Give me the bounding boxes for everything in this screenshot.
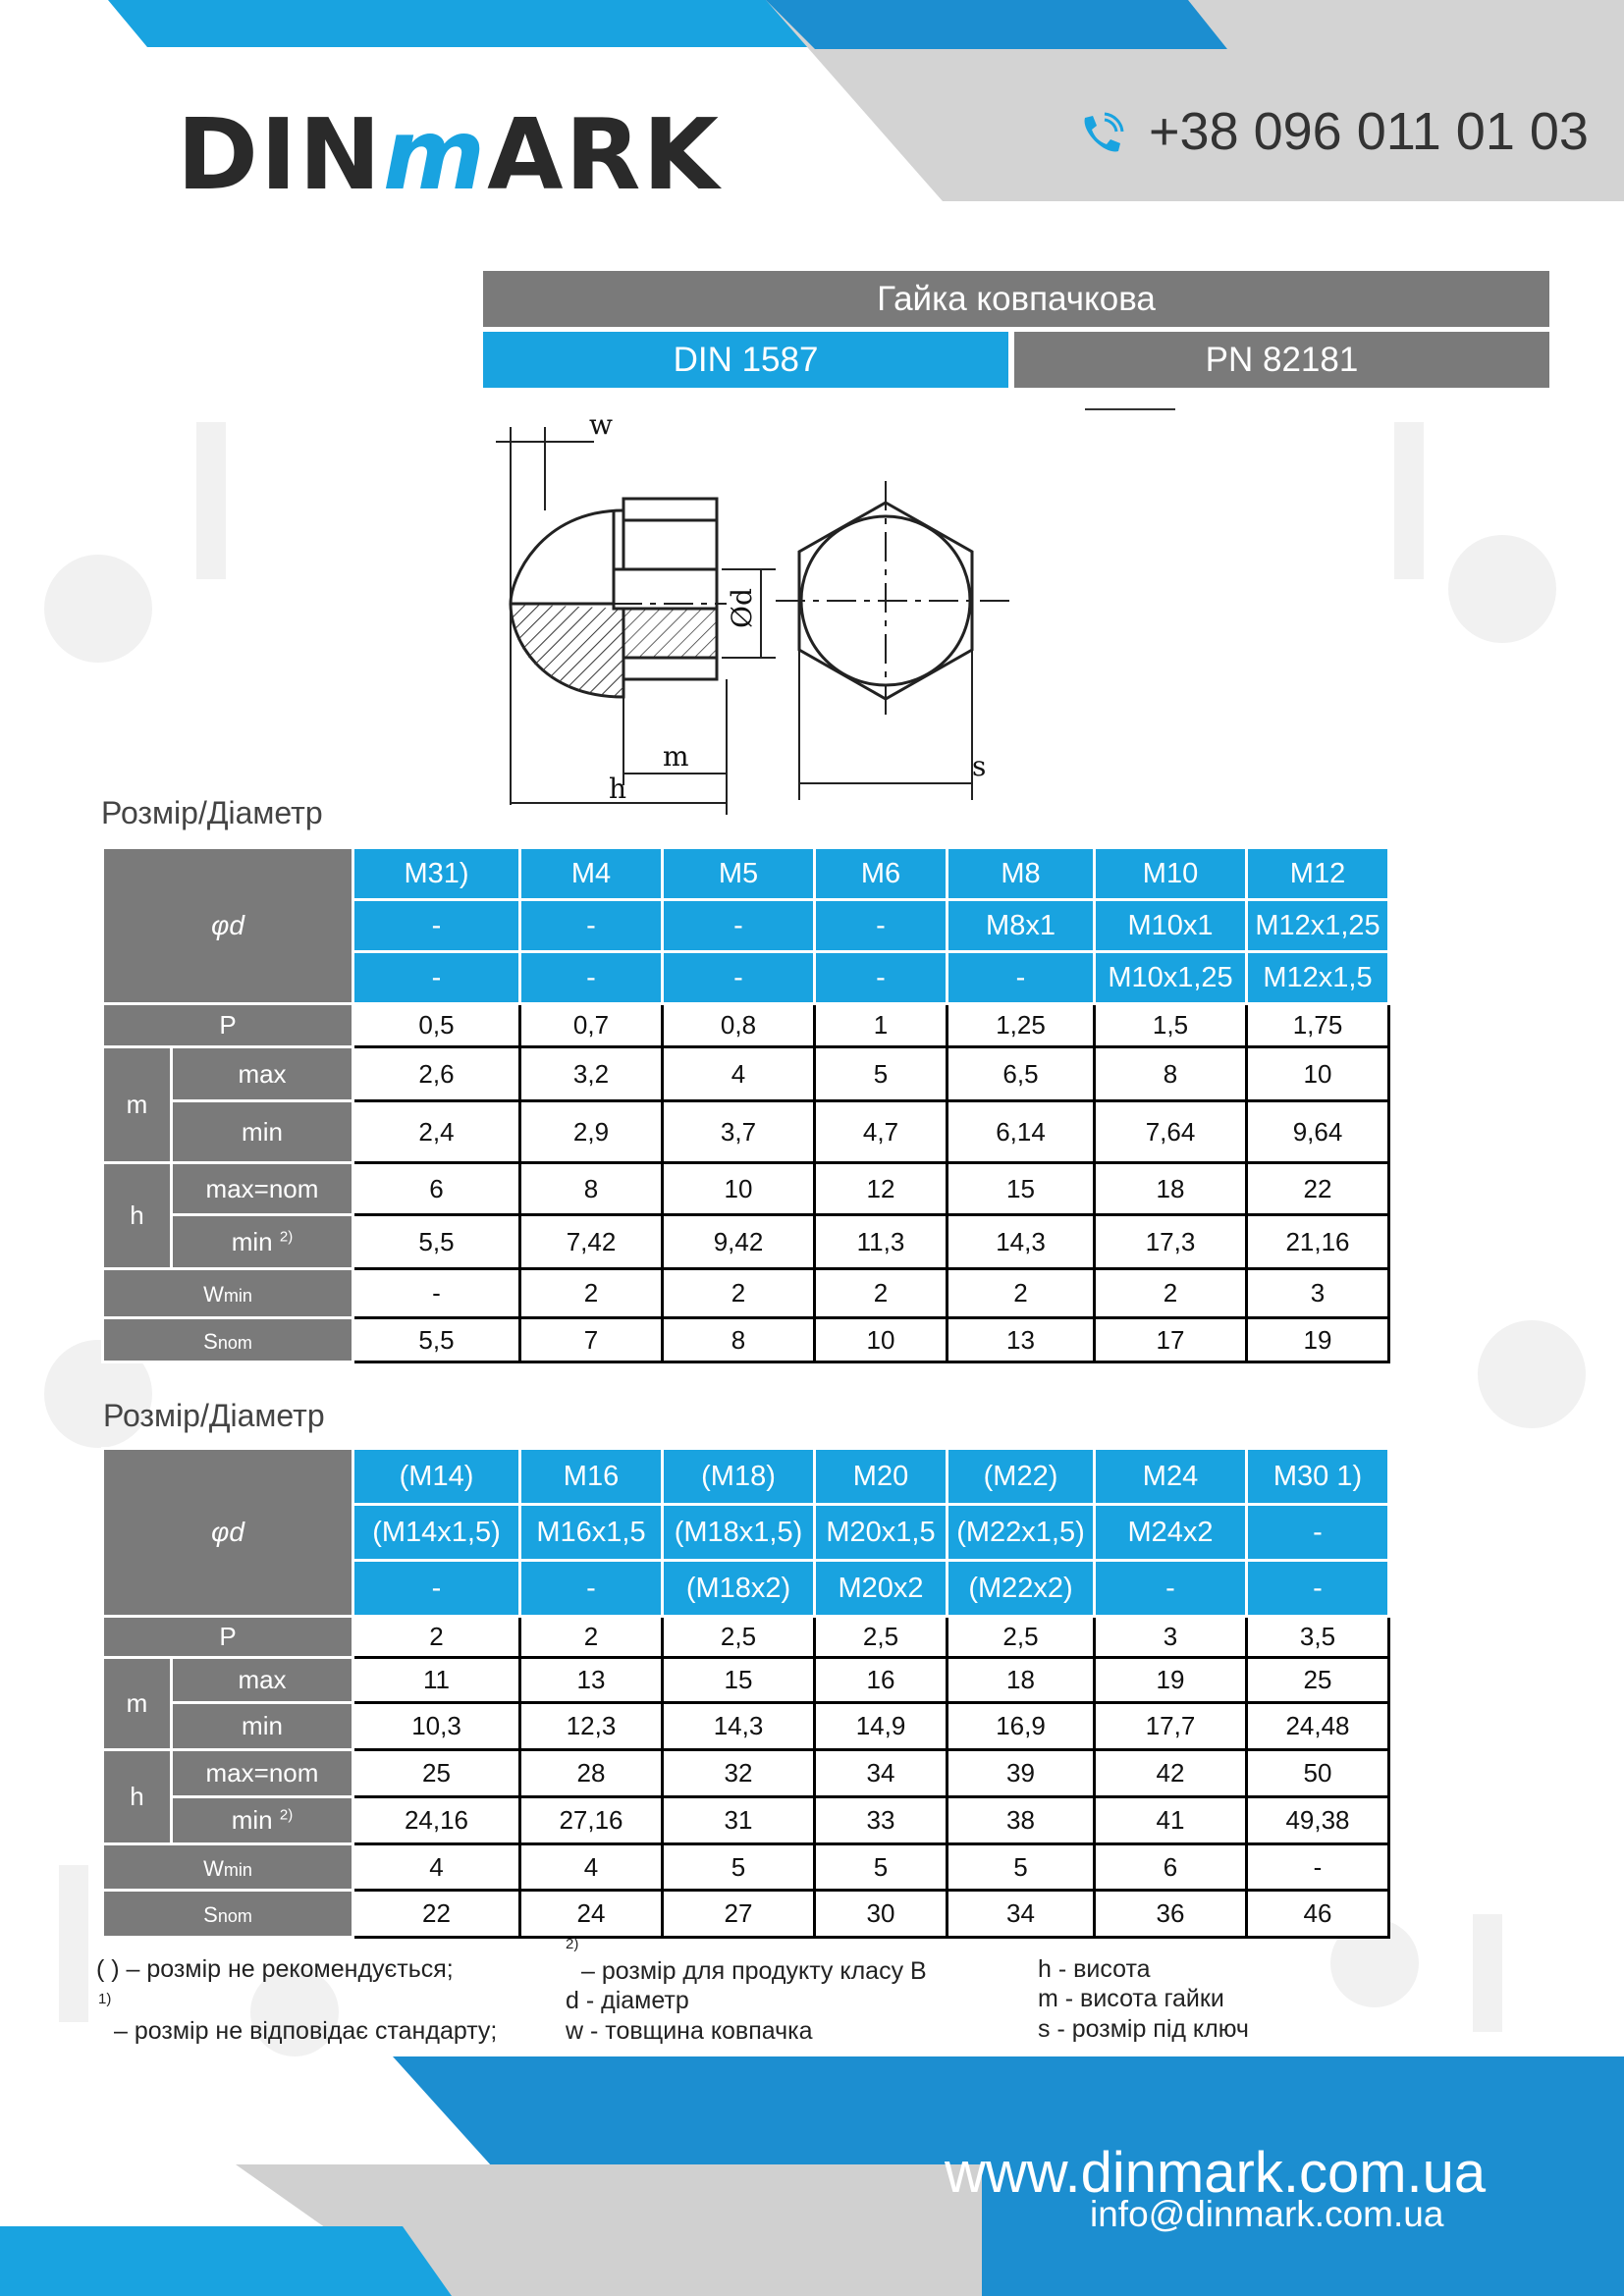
h-min-cell: 41 <box>1095 1797 1247 1844</box>
size-cell: M8 <box>947 848 1095 900</box>
h-min-cell: 14,3 <box>947 1215 1095 1269</box>
row-label-m-max: max <box>172 1047 353 1101</box>
top-blue-accent <box>766 0 1227 49</box>
footnote-not-recommended: ( ) – розмір не рекомендується; <box>96 1955 454 1983</box>
row-label-h-min-text: min <box>231 1226 273 1256</box>
m-min-cell: 12,3 <box>520 1703 663 1750</box>
row-label-s <box>103 1891 353 1938</box>
size-cell: (M22) <box>947 1449 1095 1505</box>
m-min-cell: 10,3 <box>353 1703 520 1750</box>
legend-h: h - висота <box>1038 1955 1151 1983</box>
s-nom-cell: 30 <box>815 1891 947 1938</box>
row-label-h-min-text: min <box>231 1805 273 1835</box>
footnote-2-text: – розмір для продукту класу B <box>581 1957 927 1985</box>
row-label-p: P <box>103 1004 353 1047</box>
m-max-cell: 13 <box>520 1658 663 1703</box>
h-max-cell: 25 <box>353 1750 520 1797</box>
footnote-1-text: – розмір не відповідає стандарту; <box>114 2017 498 2045</box>
h-min-cell: 5,5 <box>353 1215 520 1269</box>
w-min-cell: 2 <box>947 1269 1095 1318</box>
fine2-cell: - <box>353 1561 520 1617</box>
m-min-cell: 2,9 <box>520 1101 663 1163</box>
m-max-cell: 18 <box>947 1658 1095 1703</box>
product-title: Гайка ковпачкова <box>483 271 1549 327</box>
w-min-cell: 4 <box>520 1844 663 1891</box>
h-max-cell: 18 <box>1095 1163 1247 1215</box>
row-label-s-sub: nom <box>217 1906 252 1926</box>
m-min-cell: 14,9 <box>815 1703 947 1750</box>
size-cell: M12 <box>1247 848 1389 900</box>
standard-din: DIN 1587 <box>483 332 1008 388</box>
p-cell: 2,5 <box>663 1617 815 1658</box>
row-label-h-max: max=nom <box>172 1750 353 1797</box>
footnote-2-marker-legend: 2) <box>566 1936 579 1952</box>
row-label-s-sub: nom <box>217 1332 252 1353</box>
fine1-cell: - <box>815 900 947 952</box>
s-nom-cell: 36 <box>1095 1891 1247 1938</box>
footnote-1-marker: 1) <box>98 1991 112 2007</box>
fine2-cell: - <box>1247 1561 1389 1617</box>
size-cell: M31) <box>353 848 520 900</box>
row-label-w-main: W <box>203 1282 224 1307</box>
m-min-cell: 17,7 <box>1095 1703 1247 1750</box>
s-nom-cell: 46 <box>1247 1891 1389 1938</box>
s-nom-cell: 7 <box>520 1318 663 1362</box>
h-min-cell: 49,38 <box>1247 1797 1389 1844</box>
m-min-cell: 24,48 <box>1247 1703 1389 1750</box>
w-min-cell: 3 <box>1247 1269 1389 1318</box>
size-cell: M24 <box>1095 1449 1247 1505</box>
fine1-cell: M12x1,25 <box>1247 900 1389 952</box>
p-cell: 1,5 <box>1095 1004 1247 1047</box>
m-min-cell: 14,3 <box>663 1703 815 1750</box>
row-label-m: m <box>103 1658 172 1750</box>
fine1-cell: M16x1,5 <box>520 1505 663 1561</box>
fine1-cell: M20x1,5 <box>815 1505 947 1561</box>
s-nom-cell: 13 <box>947 1318 1095 1362</box>
fine1-cell: - <box>663 900 815 952</box>
fine2-cell: - <box>1095 1561 1247 1617</box>
row-label-phid: φd <box>103 1449 353 1617</box>
size-cell: (M18) <box>663 1449 815 1505</box>
footnote-2-marker: 2) <box>279 1227 294 1245</box>
h-max-cell: 50 <box>1247 1750 1389 1797</box>
row-label-phid: φd <box>103 848 353 1004</box>
row-label-s <box>103 1318 353 1362</box>
row-label-w-sub: min <box>223 1859 252 1880</box>
s-nom-cell: 5,5 <box>353 1318 520 1362</box>
w-min-cell: 2 <box>663 1269 815 1318</box>
m-max-cell: 2,6 <box>353 1047 520 1101</box>
h-max-cell: 8 <box>520 1163 663 1215</box>
fine2-cell: (M22x2) <box>947 1561 1095 1617</box>
dim-label-h: h <box>609 773 627 805</box>
h-max-cell: 32 <box>663 1750 815 1797</box>
h-max-cell: 15 <box>947 1163 1095 1215</box>
p-cell: 2 <box>353 1617 520 1658</box>
divider-line <box>1085 408 1175 410</box>
m-max-cell: 25 <box>1247 1658 1389 1703</box>
m-max-cell: 11 <box>353 1658 520 1703</box>
m-min-cell: 3,7 <box>663 1101 815 1163</box>
m-min-cell: 6,14 <box>947 1101 1095 1163</box>
h-min-cell: 38 <box>947 1797 1095 1844</box>
h-min-cell: 21,16 <box>1247 1215 1389 1269</box>
p-cell: 1 <box>815 1004 947 1047</box>
table1-section-title: Розмір/Діаметр <box>101 795 323 830</box>
dim-label-s: s <box>972 750 987 782</box>
fine1-cell: (M22x1,5) <box>947 1505 1095 1561</box>
row-label-m: m <box>103 1047 172 1163</box>
phone-number: +38 096 011 01 03 <box>1149 102 1589 161</box>
p-cell: 1,25 <box>947 1004 1095 1047</box>
legend-m: m - висота гайки <box>1038 1985 1224 2012</box>
row-label-h-min <box>172 1797 353 1844</box>
h-max-cell: 22 <box>1247 1163 1389 1215</box>
table2-section-title: Розмір/Діаметр <box>103 1398 325 1433</box>
logo-text-left: DIN <box>177 97 383 212</box>
row-label-h-min <box>172 1215 353 1269</box>
p-cell: 2 <box>520 1617 663 1658</box>
dim-label-w: w <box>589 412 613 441</box>
size-cell: M16 <box>520 1449 663 1505</box>
w-min-cell: 5 <box>947 1844 1095 1891</box>
w-min-cell: 4 <box>353 1844 520 1891</box>
s-nom-cell: 8 <box>663 1318 815 1362</box>
legend-w: w - товщина ковпачка <box>566 2017 813 2045</box>
phone-contact[interactable] <box>1075 101 1589 162</box>
h-max-cell: 12 <box>815 1163 947 1215</box>
row-label-s-main: S <box>203 1902 218 1927</box>
size-cell: M20 <box>815 1449 947 1505</box>
m-max-cell: 19 <box>1095 1658 1247 1703</box>
logo-text-mid: m <box>382 97 488 212</box>
footnote-2-marker: 2) <box>279 1806 294 1824</box>
fine1-cell: (M14x1,5) <box>353 1505 520 1561</box>
dim-label-d: Ød <box>726 588 758 628</box>
w-min-cell: 2 <box>815 1269 947 1318</box>
row-label-w-main: W <box>203 1855 224 1881</box>
s-nom-cell: 17 <box>1095 1318 1247 1362</box>
w-min-cell: 6 <box>1095 1844 1247 1891</box>
w-min-cell: 2 <box>1095 1269 1247 1318</box>
standard-pn: PN 82181 <box>1014 332 1549 388</box>
fine1-cell: M10x1 <box>1095 900 1247 952</box>
w-min-cell: - <box>353 1269 520 1318</box>
size-cell: M4 <box>520 848 663 900</box>
h-min-cell: 11,3 <box>815 1215 947 1269</box>
m-max-cell: 5 <box>815 1047 947 1101</box>
size-cell: M5 <box>663 848 815 900</box>
m-min-cell: 7,64 <box>1095 1101 1247 1163</box>
website-link[interactable]: www.dinmark.com.ua <box>945 2141 1487 2205</box>
h-min-cell: 27,16 <box>520 1797 663 1844</box>
h-max-cell: 10 <box>663 1163 815 1215</box>
p-cell: 0,8 <box>663 1004 815 1047</box>
fine1-cell: - <box>520 900 663 952</box>
size-cell: M10 <box>1095 848 1247 900</box>
row-label-m-max: max <box>172 1658 353 1703</box>
p-cell: 0,7 <box>520 1004 663 1047</box>
dinmark-logo <box>177 97 721 212</box>
row-label-m-min: min <box>172 1101 353 1163</box>
dim-label-m: m <box>663 740 689 773</box>
p-cell: 1,75 <box>1247 1004 1389 1047</box>
fine1-cell: - <box>1247 1505 1389 1561</box>
m-min-cell: 16,9 <box>947 1703 1095 1750</box>
fine2-cell: - <box>520 1561 663 1617</box>
phone-icon <box>1075 110 1126 161</box>
w-min-cell: 2 <box>520 1269 663 1318</box>
m-min-cell: 4,7 <box>815 1101 947 1163</box>
fine2-cell: M12x1,5 <box>1247 952 1389 1004</box>
size-cell: (M14) <box>353 1449 520 1505</box>
h-max-cell: 42 <box>1095 1750 1247 1797</box>
cap-nut-drawing <box>481 412 1129 825</box>
w-min-cell: 5 <box>663 1844 815 1891</box>
h-max-cell: 39 <box>947 1750 1095 1797</box>
row-label-m-min: min <box>172 1703 353 1750</box>
h-max-cell: 28 <box>520 1750 663 1797</box>
fine2-cell: M20x2 <box>815 1561 947 1617</box>
table2 <box>101 1447 1390 1939</box>
logo-text-right: ARK <box>487 97 721 212</box>
h-min-cell: 31 <box>663 1797 815 1844</box>
m-max-cell: 6,5 <box>947 1047 1095 1101</box>
s-nom-cell: 19 <box>1247 1318 1389 1362</box>
legend-s: s - розмір під ключ <box>1038 2015 1249 2043</box>
h-min-cell: 17,3 <box>1095 1215 1247 1269</box>
h-min-cell: 9,42 <box>663 1215 815 1269</box>
size-cell: M6 <box>815 848 947 900</box>
p-cell: 3 <box>1095 1617 1247 1658</box>
p-cell: 2,5 <box>947 1617 1095 1658</box>
fine1-cell: - <box>353 900 520 952</box>
fine2-cell: (M18x2) <box>663 1561 815 1617</box>
row-label-h: h <box>103 1750 172 1844</box>
h-max-cell: 6 <box>353 1163 520 1215</box>
fine2-cell: - <box>947 952 1095 1004</box>
s-nom-cell: 22 <box>353 1891 520 1938</box>
s-nom-cell: 34 <box>947 1891 1095 1938</box>
w-min-cell: 5 <box>815 1844 947 1891</box>
h-min-cell: 33 <box>815 1797 947 1844</box>
row-label-s-main: S <box>203 1328 218 1354</box>
email-link[interactable]: info@dinmark.com.ua <box>1090 2194 1444 2234</box>
h-min-cell: 7,42 <box>520 1215 663 1269</box>
h-min-cell: 24,16 <box>353 1797 520 1844</box>
h-max-cell: 34 <box>815 1750 947 1797</box>
fine1-cell: M24x2 <box>1095 1505 1247 1561</box>
fine1-cell: (M18x1,5) <box>663 1505 815 1561</box>
p-cell: 0,5 <box>353 1004 520 1047</box>
s-nom-cell: 27 <box>663 1891 815 1938</box>
size-cell: M30 1) <box>1247 1449 1389 1505</box>
m-max-cell: 15 <box>663 1658 815 1703</box>
w-min-cell: - <box>1247 1844 1389 1891</box>
fine2-cell: - <box>520 952 663 1004</box>
m-max-cell: 10 <box>1247 1047 1389 1101</box>
m-max-cell: 4 <box>663 1047 815 1101</box>
row-label-p: P <box>103 1617 353 1658</box>
bottom-left-blue <box>0 2226 452 2296</box>
row-label-w-sub: min <box>223 1286 252 1306</box>
fine2-cell: - <box>353 952 520 1004</box>
s-nom-cell: 24 <box>520 1891 663 1938</box>
fine2-cell: - <box>815 952 947 1004</box>
fine2-cell: M10x1,25 <box>1095 952 1247 1004</box>
row-label-w <box>103 1269 353 1318</box>
legend-d: d - діаметр <box>566 1987 689 2014</box>
m-max-cell: 8 <box>1095 1047 1247 1101</box>
p-cell: 3,5 <box>1247 1617 1389 1658</box>
row-label-h-max: max=nom <box>172 1163 353 1215</box>
fine2-cell: - <box>663 952 815 1004</box>
m-min-cell: 9,64 <box>1247 1101 1389 1163</box>
table1 <box>101 846 1390 1363</box>
m-max-cell: 16 <box>815 1658 947 1703</box>
row-label-h: h <box>103 1163 172 1269</box>
s-nom-cell: 10 <box>815 1318 947 1362</box>
m-min-cell: 2,4 <box>353 1101 520 1163</box>
m-max-cell: 3,2 <box>520 1047 663 1101</box>
row-label-w <box>103 1844 353 1891</box>
fine1-cell: M8x1 <box>947 900 1095 952</box>
p-cell: 2,5 <box>815 1617 947 1658</box>
